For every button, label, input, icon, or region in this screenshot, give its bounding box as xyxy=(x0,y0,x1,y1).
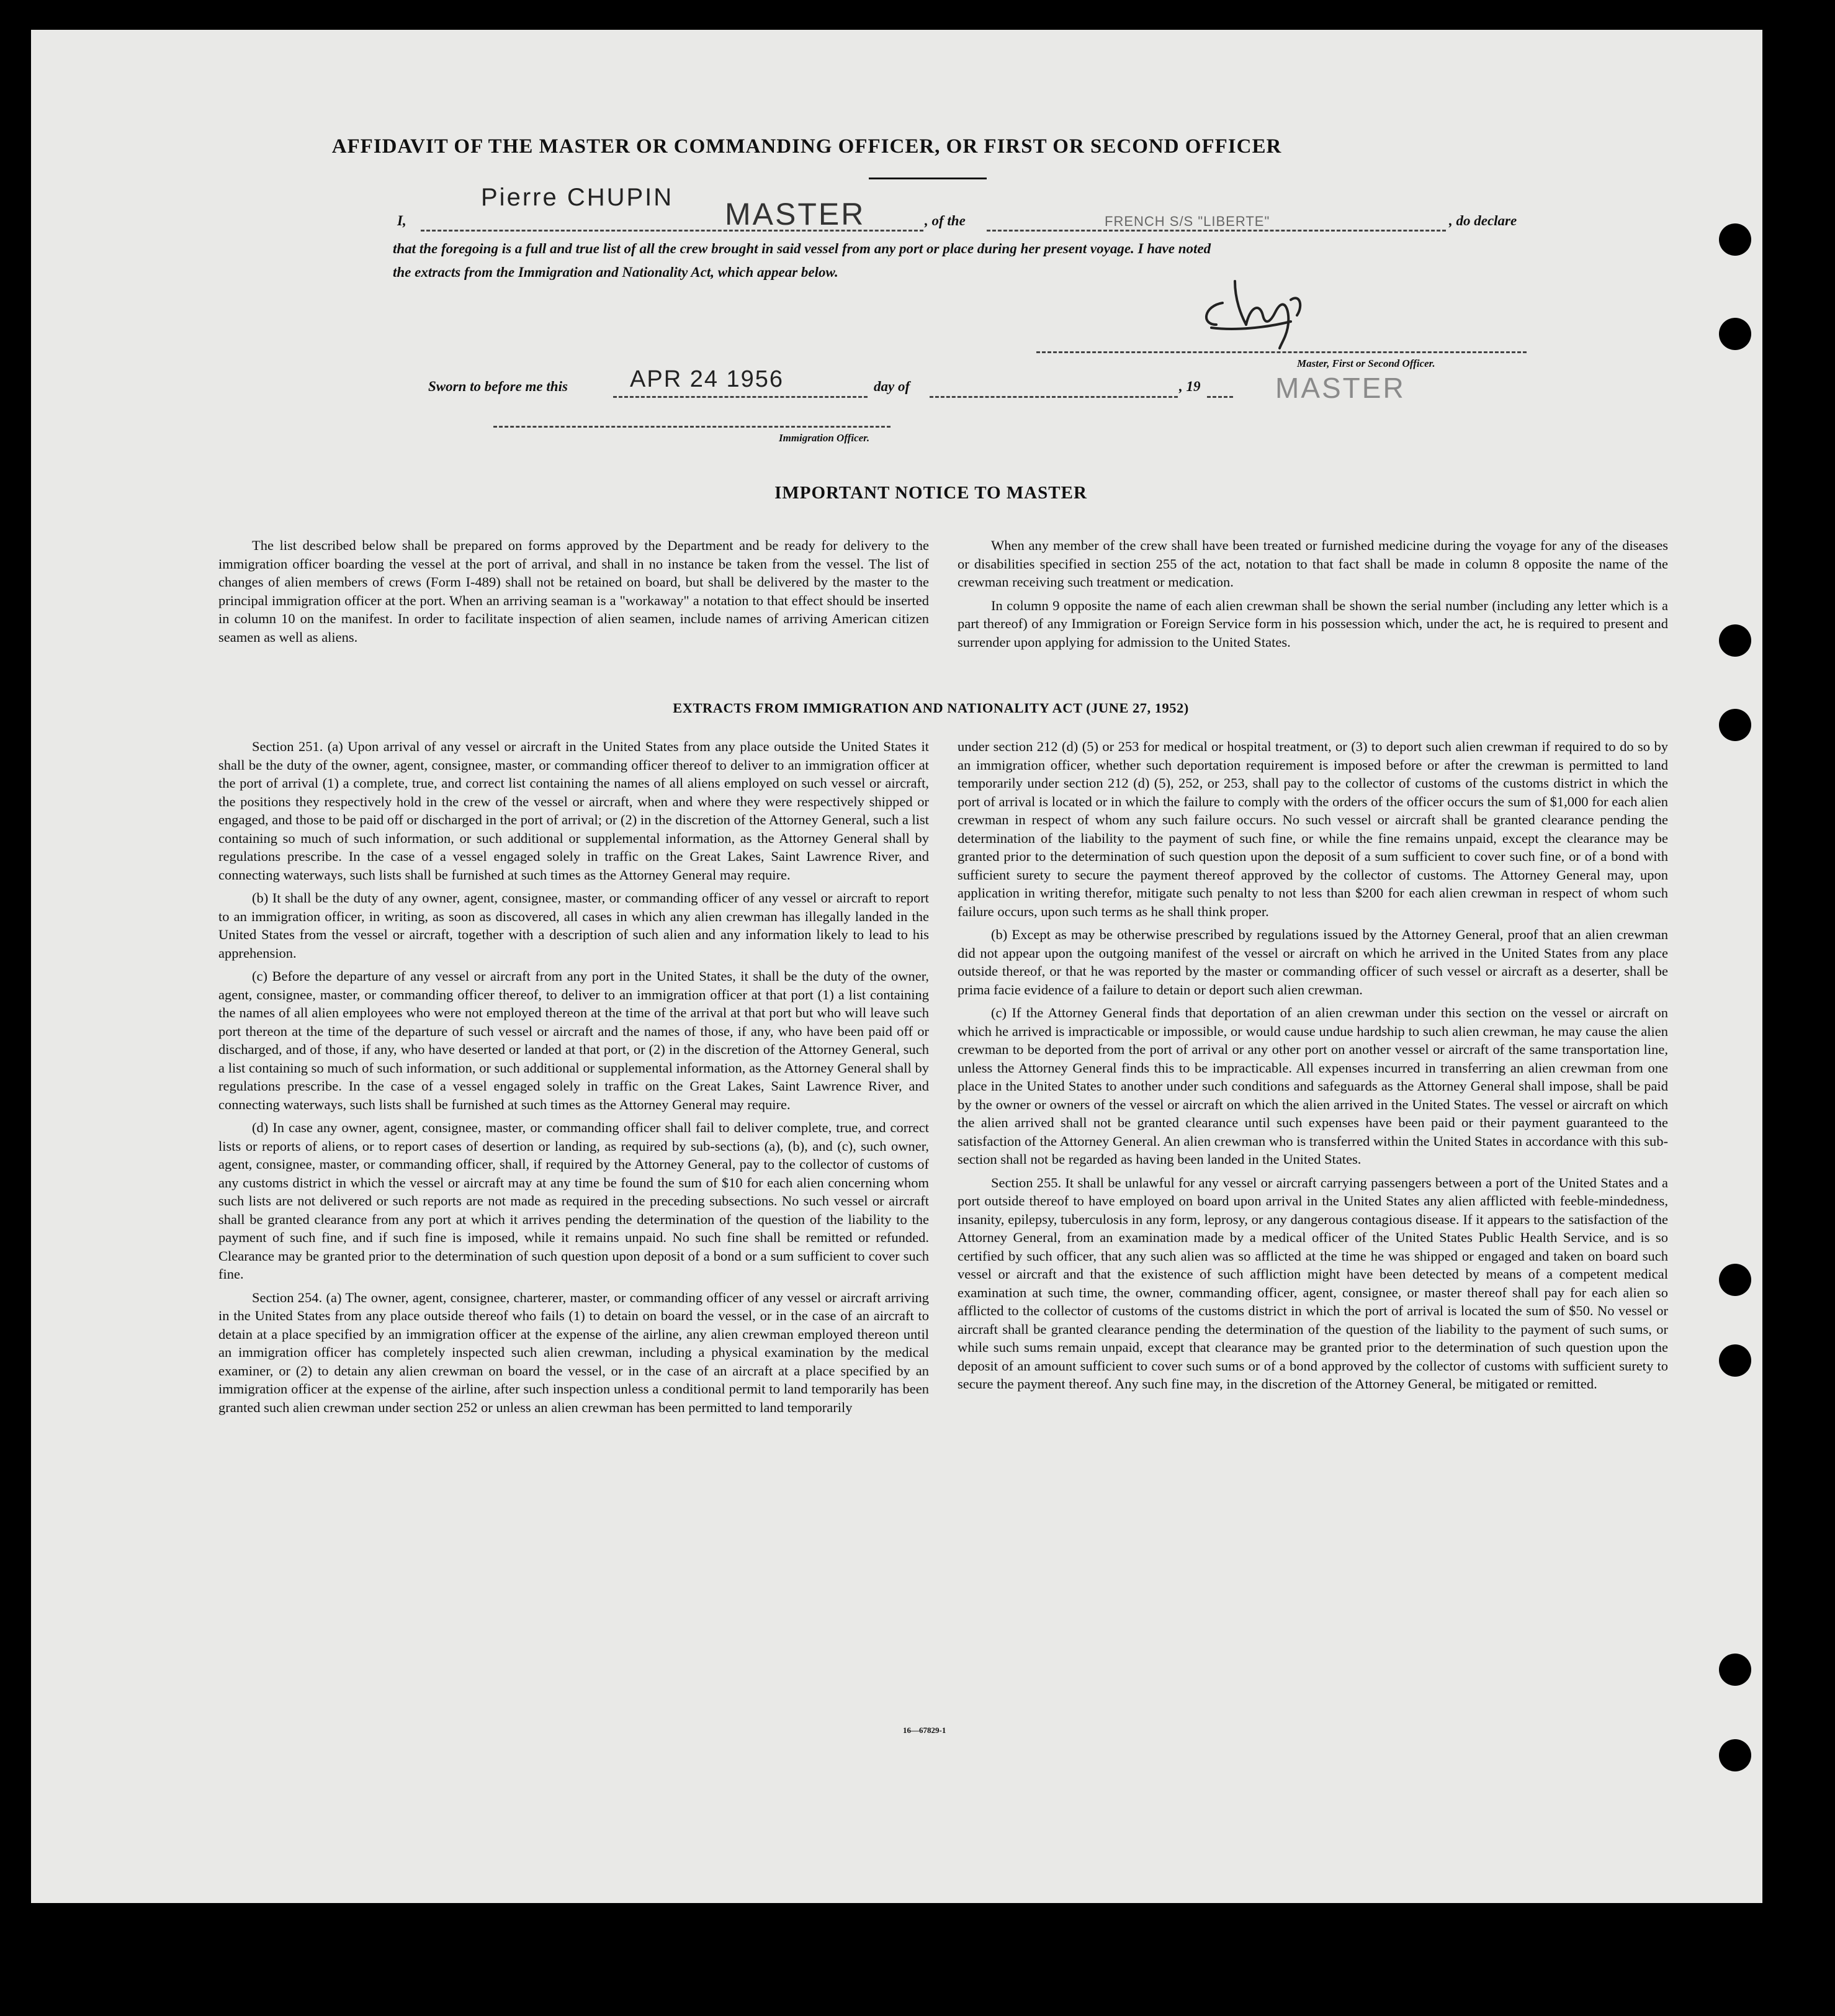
day-of-label: day of xyxy=(874,379,910,394)
section-paragraph: (b) Except as may be otherwise prescribed by regulations issued by the Attorney General, proof that an alien crewman did not appear upon the outgoing manifest of the vessel or aircraft on which he arrived in the United States from any place outside thereof, or that he was reported by the master or commanding officer of such vessel or aircraft as a deserter, shall be prima facie evidence of a failure to detain or deport such alien crewman. xyxy=(958,927,1668,997)
of-the-label: , of the xyxy=(925,213,966,228)
notice-title: IMPORTANT NOTICE TO MASTER xyxy=(774,483,1087,503)
notice-paragraph: In column 9 opposite the name of each alien crewman shall be shown the serial number (including any letter which is a part thereof) of any Immigration or Foreign Service form in his possession which, under the act, he is required to present and surrender upon applying for admission to the United States. xyxy=(958,597,1668,650)
extracts-right-column xyxy=(958,737,1668,1398)
document-page xyxy=(31,30,1762,1903)
punch-hole xyxy=(1719,1264,1751,1296)
master-signature xyxy=(1198,269,1340,349)
punch-hole xyxy=(1719,1654,1751,1686)
notice-paragraph: The list described below shall be prepared on forms approved by the Department and be ready for delivery to the immigration officer boarding the vessel at the port of arrival, and shall in no instance be taken from the vessel. The list of changes of alien members of crews (Form I-489) shall not be retained on board, but shall be delivered by the master to the principal immigration officer at the port. When an arriving seaman is a "workaway" a notation to that effect should be inserted in column 10 on the manifest. In order to facilitate inspection of alien seamen, include names of arriving American citizen seamen as well as aliens. xyxy=(218,538,929,645)
officer-line xyxy=(493,426,891,428)
punch-hole xyxy=(1719,318,1751,350)
officer-caption: Immigration Officer. xyxy=(779,432,870,444)
notice-left-column xyxy=(218,536,929,651)
master-stamp: MASTER xyxy=(1275,372,1406,404)
sworn-prefix: Sworn to before me this xyxy=(428,379,568,394)
punch-hole xyxy=(1719,1344,1751,1377)
month-line xyxy=(930,396,1178,398)
section-paragraph: Section 255. It shall be unlawful for any vessel or aircraft carrying passengers between a port of the United States and a port outside thereof to have employed on board upon arrival in the United States any alien afflicted with feeble-mindedness, insanity, epilepsy, tuberculosis in any form, leprosy, or any dangerous contagious disease. If it appears to the satisfaction of the Attorney General, from an examination made by a medical officer of the United States Public Health Service, and is so certified by such officer, that any such alien was so afflicted at the time he was shipped or engaged and taken on board such vessel or aircraft and that the existence of such affliction might have been detected by means of a competent medical examination at such time, the owner, commanding officer, agent, consignee, or master thereof shall pay for each alien so afflicted to the collector of customs of the customs district in which the port of arrival is located the sum of $50. No vessel or aircraft shall be granted clearance pending the determination of the question of the liability to the payment of such sums, or while such sums remain unpaid, except that clearance may be granted prior to the determination of such question upon the deposit of an amount sufficient to cover such sums or of a bond approved by the collector of customs with sufficient surety to secure the payment thereof. Any such fine may, in the discretion of the Attorney General, be mitigated or remitted. xyxy=(958,1174,1668,1392)
title-rule xyxy=(869,178,987,179)
declaration-line-3: the extracts from the Immigration and Nationality Act, which appear below. xyxy=(393,264,838,280)
affidavit-title: AFFIDAVIT OF THE MASTER OR COMMANDING OFFICER, OR FIRST OR SECOND OFFICER xyxy=(331,135,1282,158)
signature-line xyxy=(1036,351,1527,353)
extracts-title: EXTRACTS FROM IMMIGRATION AND NATIONALITY ACT (JUNE 27, 1952) xyxy=(673,700,1189,716)
year-prefix: , 19 xyxy=(1179,379,1201,394)
master-name-handwritten: Pierre CHUPIN xyxy=(481,184,674,211)
punch-hole xyxy=(1719,223,1751,256)
extracts-left-column xyxy=(218,737,929,1421)
section-paragraph: under section 212 (d) (5) or 253 for medical or hospital treatment, or (3) to deport such alien crewman if required to do so by an immigration officer, whether such deportation requirement is imposed before or after the crewman is permitted to land temporarily under section 212 (d) (5), 252, or 253, shall pay to the collector of customs of the customs district in which the port of arrival is located or in which the failure to comply with the orders of the officer occurs the sum of $1,000 for each alien crewman in respect of whom any such failure occurs. No such vessel or aircraft shall be granted clearance pending the determination of the liability to the payment of such fine, or while the fine remains unpaid, except the clearance may be granted prior to the determination of such question upon the deposit of a sum sufficient to cover such fine, or of a bond with sufficient surety to secure the payment thereof approved by the collector of customs. The Attorney General may, upon application in writing therefor, mitigate such penalty to not less than $200 for each alien crewman in respect of whom such failure occurs, upon such terms as he shall think proper. xyxy=(958,739,1668,919)
sworn-date-line xyxy=(613,396,868,398)
notice-paragraph: When any member of the crew shall have been treated or furnished medicine during the voyage for any of the diseases or disabilities specified in section 255 of the act, notation to that fact shall be made in column 8 opposite the name of the crewman receiving such treatment or medication. xyxy=(958,538,1668,590)
signer-caption: Master, First or Second Officer. xyxy=(1297,358,1435,369)
sworn-date-stamp: APR 24 1956 xyxy=(630,366,784,392)
section-paragraph: (c) Before the departure of any vessel or aircraft from any port in the United States, it shall be the duty of the owner, agent, consignee, master, or commanding officer thereof, to deliver to an immigration officer at that port (1) a list containing the names of all alien employees who were not employed thereon at the time of the arrival at that port but who will leave such port thereon at the time of the departure of such vessel or aircraft and the names of those, if any, who have been paid off or discharged, and of those, if any, who have deserted or landed at that port, or (2) in the discretion of the Attorney General, such a list containing so much of such information, or such additional or supplemental information, as the Attorney General shall by regulations prescribe. In the case of a vessel engaged solely in traffic on the Great Lakes, Saint Lawrence River, and connecting waterways, such lists shall be furnished at such times as the Attorney General may require. xyxy=(218,968,929,1112)
notice-right-column xyxy=(958,536,1668,656)
do-declare-label: , do declare xyxy=(1449,213,1517,228)
year-line xyxy=(1207,396,1233,398)
vessel-name-stamp: FRENCH S/S "LIBERTE" xyxy=(1105,214,1270,229)
section-paragraph: Section 251. (a) Upon arrival of any vessel or aircraft in the United States from any place outside the United States it shall be the duty of the owner, agent, consignee, master, or commanding officer thereof to deliver to an immigration officer at the port of arrival (1) a complete, true, and correct list containing the names of all aliens employed on such vessel or aircraft, the positions they respectively hold in the crew of the vessel or aircraft, when and where they were respectively shipped or engaged, and those to be paid off or discharged in the port of arrival; or (2) in the discretion of the Attorney General, such a list containing so much of such information, or such additional or supplemental information, as the Attorney General shall by regulations prescribe. In the case of a vessel engaged solely in traffic on the Great Lakes, Saint Lawrence River, and connecting waterways, such lists shall be furnished at such times as the Attorney General may require. xyxy=(218,739,929,883)
rank-stamp: MASTER xyxy=(725,197,866,232)
punch-hole xyxy=(1719,624,1751,657)
declaration-line-2: that the foregoing is a full and true list of all the crew brought in said vessel from any port or place during her present voyage. I have noted xyxy=(393,241,1211,256)
punch-hole xyxy=(1719,1739,1751,1771)
form-number: 16—67829-1 xyxy=(903,1726,946,1735)
section-paragraph: (d) In case any owner, agent, consignee, master, or commanding officer shall fail to deliver complete, true, and correct lists or reports of aliens, or to report cases of desertion or landing, as required by sub-sections (a), (b), and (c), such owner, agent, consignee, master, or commanding officer, shall, if required by the Attorney General, pay to the collector of customs of any customs district in which the vessel or aircraft may at any time be found the sum of $10 for each alien concerning whom such lists are not delivered or such reports are not made as required in the preceding subsections. No such vessel or aircraft shall be granted clearance from any port at which it arrives pending the determination of the question of the liability to the payment of such fine, and if such fine is imposed, while it remains unpaid. No such fine shall be remitted or refunded. Clearance may be granted prior to the determination of such question upon deposit of a bond or a sum sufficient to cover such fine. xyxy=(218,1120,929,1282)
section-paragraph: (c) If the Attorney General finds that deportation of an alien crewman under this section on the vessel or aircraft on which he arrived is impracticable or impossible, or would cause undue hardship to such alien crewman, he may cause the alien crewman to be deported from the port of arrival or any other port on another vessel or aircraft of the same transportation line, unless the Attorney General finds this to be impracticable. All expenses incurred in transferring an alien crewman from one place in the United States to another under such conditions and safeguards as the Attorney General shall impose, shall be paid by the owner or owners of the vessel or aircraft on which the alien arrived in the United States. The vessel or aircraft on which the alien arrived shall not be granted clearance until such expenses have been paid or their payment guaranteed to the satisfaction of the Attorney General. An alien crewman who is transferred within the United States in accordance with this sub-section shall not be regarded as having been landed in the United States. xyxy=(958,1005,1668,1167)
declaration-prefix: I, xyxy=(397,213,406,228)
vessel-line xyxy=(987,230,1446,232)
section-paragraph: Section 254. (a) The owner, agent, consignee, charterer, master, or commanding officer of any vessel or aircraft arriving in the United States from any place outside thereof who fails (1) to detain on board the vessel, or in the case of an aircraft to detain at a place specified by an immigration officer at the expense of the airline, any alien crewman employed thereon until an immigration officer has completely inspected such alien crewman, including a physical examination by the medical examiner, or (2) to detain any alien crewman on board the vessel, or in the case of an aircraft at a place specified by an immigration officer at the expense of the airline, after such inspection unless a conditional permit to land temporarily has been granted such alien crewman under section 252 or unless an alien crewman has been permitted to land temporarily xyxy=(218,1289,929,1415)
section-paragraph: (b) It shall be the duty of any owner, agent, consignee, master, or commanding officer of any vessel or aircraft to report to an immigration officer, in writing, as soon as discovered, all cases in which any alien crewman has illegally landed in the United States from the vessel or aircraft, together with a description of such alien and any information likely to lead to his apprehension. xyxy=(218,890,929,961)
